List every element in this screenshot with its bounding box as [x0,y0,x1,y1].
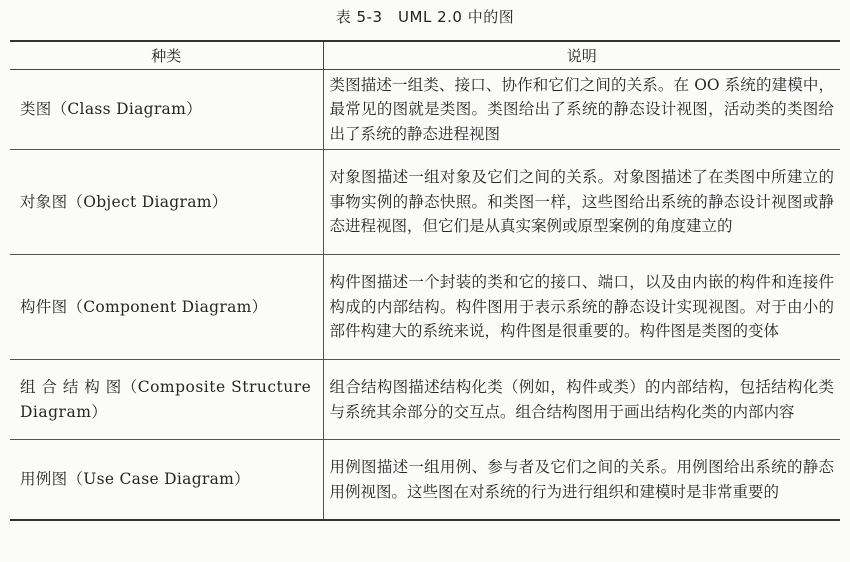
table-row [10,70,840,150]
diagram-kind-cell: 用例图（Use Case Diagram） [10,440,323,521]
diagram-kind-cell: 构件图（Component Diagram） [10,255,323,360]
table-row [10,150,840,255]
diagram-kind-cell: 对象图（Object Diagram） [10,150,323,255]
table-row [10,440,840,521]
diagram-description-cell: 用例图描述一组用例、参与者及它们之间的关系。用例图给出系统的静态用例视图。这些图在对系统的行为进行组织和建模时是非常重要的 [323,440,840,521]
diagram-kind-cell: 类图（Class Diagram） [10,70,323,150]
header-description: 说明 [323,41,840,70]
table-header-row [10,41,840,70]
diagram-description-cell: 类图描述一组类、接口、协作和它们之间的关系。在 OO 系统的建模中，最常见的图就是类图。类图给出了系统的静态设计视图，活动类的类图给出了系统的静态进程视图 [323,70,840,150]
table-row [10,255,840,360]
diagram-description-cell: 构件图描述一个封装的类和它的接口、端口，以及由内嵌的构件和连接件构成的内部结构。构件图用于表示系统的静态设计实现视图。对于由小的部件构建大的系统来说，构件图是很重要的。构件图是类图的变体 [323,255,840,360]
table-caption: 表 5-3 UML 2.0 中的图 [335,8,515,26]
table-row [10,360,840,440]
diagram-description-cell: 对象图描述一组对象及它们之间的关系。对象图描述了在类图中所建立的事物实例的静态快照。和类图一样，这些图给出系统的静态设计视图或静态进程视图，但它们是从真实案例或原型案例的角度建立的 [323,150,840,255]
diagram-description-cell: 组合结构图描述结构化类（例如，构件或类）的内部结构，包括结构化类与系统其余部分的交互点。组合结构图用于画出结构化类的内部内容 [323,360,840,440]
header-kind: 种类 [10,41,323,70]
uml-diagram-table [10,40,840,521]
diagram-kind-cell: 组 合 结 构 图（Composite Structure Diagram） [10,360,323,440]
